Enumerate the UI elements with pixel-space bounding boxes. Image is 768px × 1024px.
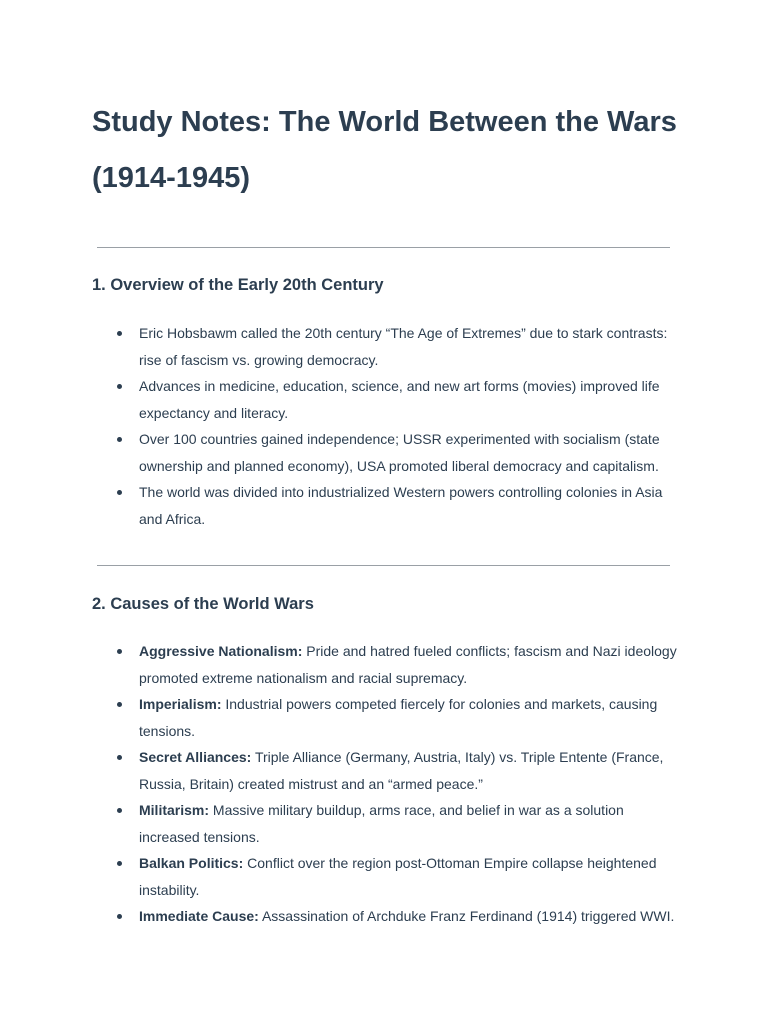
list-item-term: Militarism: [139, 802, 210, 818]
list-item [139, 797, 679, 850]
bullet-icon [117, 861, 122, 866]
bullet-icon [117, 649, 122, 654]
list-item-text: Assassination of Archduke Franz Ferdinand (1914) triggered WWI. [258, 908, 675, 924]
overview-bullet-list [139, 320, 679, 532]
list-item-term: Secret Alliances: [139, 749, 252, 765]
section-heading-causes: 2. Causes of the World Wars [92, 595, 314, 613]
list-item [139, 744, 679, 797]
list-item-term: Imperialism: [139, 696, 222, 712]
list-item-text: Advances in medicine, education, science, and new art forms (movies) improved life expectancy and literacy. [139, 378, 660, 421]
list-item-text: Industrial powers competed fiercely for colonies and markets, causing tensions. [139, 696, 658, 739]
list-item [139, 638, 679, 691]
list-item [139, 903, 679, 930]
bullet-icon [117, 702, 122, 707]
list-item [139, 850, 679, 903]
section-divider [97, 565, 670, 566]
list-item [139, 479, 679, 532]
list-item-text: Eric Hobsbawm called the 20th century “The Age of Extremes” due to stark contrasts: rise of fascism vs. growing democracy. [139, 325, 668, 368]
bullet-icon [117, 384, 122, 389]
bullet-icon [117, 490, 122, 495]
bullet-icon [117, 914, 122, 919]
section-divider [97, 247, 670, 248]
list-item [139, 691, 679, 744]
bullet-icon [117, 331, 122, 336]
causes-bullet-list [139, 638, 679, 930]
bullet-icon [117, 808, 122, 813]
list-item-term: Immediate Cause: [139, 908, 259, 924]
list-item [139, 426, 679, 479]
list-item [139, 373, 679, 426]
list-item-text: Triple Alliance (Germany, Austria, Italy) vs. Triple Entente (France, Russia, Britain) created mistrust and an “armed peace.” [139, 749, 664, 792]
list-item-text: Over 100 countries gained independence; USSR experimented with socialism (state ownership and planned economy), USA promoted liberal democracy and capitalism. [139, 431, 660, 474]
list-item-term: Aggressive Nationalism: [139, 643, 303, 659]
bullet-icon [117, 755, 122, 760]
section-heading-overview: 1. Overview of the Early 20th Century [92, 276, 384, 294]
list-item [139, 320, 679, 373]
document-title: Study Notes: The World Between the Wars (1914-1945) [92, 106, 677, 194]
list-item-text: Massive military buildup, arms race, and belief in war as a solution increased tensions. [139, 802, 624, 845]
list-item-text: The world was divided into industrialized Western powers controlling colonies in Asia and Africa. [139, 484, 663, 527]
list-item-text: Pride and hatred fueled conflicts; fascism and Nazi ideology promoted extreme nationalism and racial supremacy. [139, 643, 677, 686]
list-item-text: Conflict over the region post-Ottoman Empire collapse heightened instability. [139, 855, 657, 898]
bullet-icon [117, 437, 122, 442]
list-item-term: Balkan Politics: [139, 855, 244, 871]
